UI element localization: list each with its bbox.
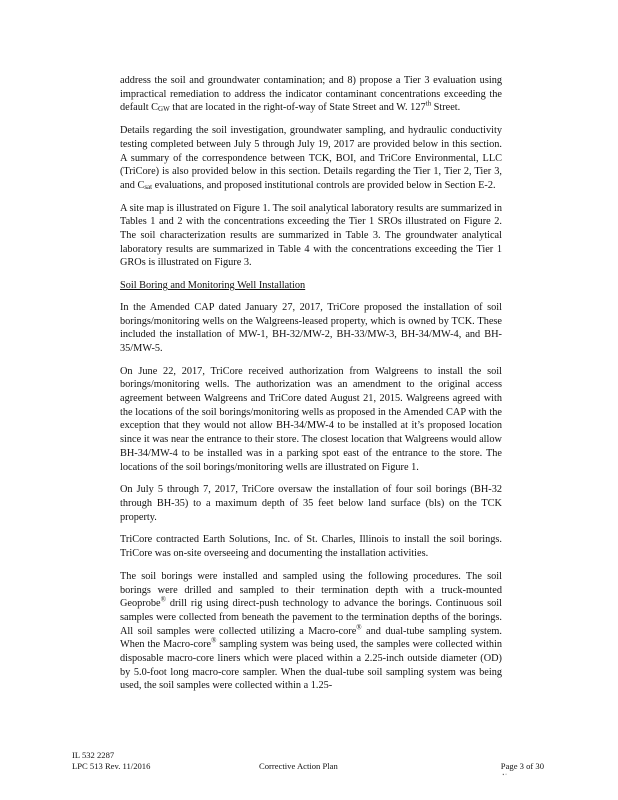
footer-form-ids — [72, 750, 150, 772]
paragraph-amended-cap: In the Amended CAP dated January 27, 2017, TriCore proposed the installation of soil borings/monitoring wells on the Walgreens-leased property, which is owned by TCK. These included the installation of MW-1, BH-32/MW-2, BH-33/MW-3, BH-34/MW-4, and BH-35/MW-5. — [120, 301, 502, 354]
paragraph-procedures: The soil borings were installed and sampled using the following procedures. The soil borings were drilled and sampled to their termination depth with a truck-mounted Geoprobe® drill rig using direct-push technology to advance the borings. Continuous soil samples were collected from beneath the pavement to the termination depths of the borings. All soil samples were collected utilizing a Macro-core® and dual-tube sampling system. When the Macro-core® sampling system was being used, the samples were collected within disposable macro-core liners which were placed within a 2.25-inch outside diameter (OD) by 5.0-foot long macro-core sampler. When the dual-tube soil sampling system was being used, the soil samples were collected within a 1.25- — [120, 570, 503, 692]
paragraph-authorization: On June 22, 2017, TriCore received authorization from Walgreens to install the soil borings/monitoring wells. The authorization was an amendment to the original access agreement between Walgreens and TriCore dated August 21, 2015. Walgreens agreed with the locations of the soil borings/monitoring wells as proposed in the Amended CAP with the exception that they would not allow BH-34/MW-4 to be installed at it’s proposed location since it was near the entrance to their store. The closest location that Walgreens would allow BH-34/MW-4 to be installed was in a parking spot east of the entrance to the store. The locations of the soil borings/monitoring wells are illustrated on Figure 1. — [120, 365, 502, 473]
paragraph-site-map: A site map is illustrated on Figure 1. The soil analytical laboratory results are summarized in Tables 1 and 2 with the concentrations exceeding the Tier 1 SROs illustrated on Figure 2. The soil characterization results are summarized in Table 3. The groundwater analytical laboratory results are summarized in Table 4 with the concentrations exceeding the Tier 1 GROs is illustrated on Figure 3. — [120, 202, 502, 269]
footer-scan-mark: ▪▫ — [502, 773, 508, 778]
footer-document-title: Corrective Action Plan — [259, 761, 338, 771]
body-text — [120, 74, 502, 702]
paragraph-contractor: TriCore contracted Earth Solutions, Inc. of St. Charles, Illinois to install the soil borings. TriCore was on-site overseeing and documenting the installation activities. — [120, 534, 502, 560]
section-heading: Soil Boring and Monitoring Well Installation — [120, 280, 306, 292]
paragraph-scope-summary: address the soil and groundwater contamination; and 8) propose a Tier 3 evaluation using impractical remediation to address the indicator contaminant concentrations exceeding the default $C_{GW}$ that are located in the right-of-way of State Street and W. 127th Street. — [120, 75, 502, 114]
page-footer — [72, 750, 544, 780]
footer-form-revision: LPC 513 Rev. 11/2016 — [72, 761, 151, 771]
paragraph-installation: On July 5 through 7, 2017, TriCore oversaw the installation of four soil borings (BH-32 through BH-35) to a maximum depth of 35 feet below land surface (bls) on the TCK property. — [120, 484, 502, 523]
footer-il-number: IL 532 2287 — [72, 750, 115, 760]
footer-page-number: Page 3 of 30 — [500, 761, 544, 771]
paragraph-details: Details regarding the soil investigation, groundwater sampling, and hydraulic conductivity testing completed between July 5 through July 19, 2017 are provided below in this section. A summary of the correspondence between TCK, BOI, and TriCore Environmental, LLC (TriCore) is also provided below in this section. Details regarding the Tier 1, Tier 2, Tier 3, and $C_{sat}$ evaluations, and proposed institutional controls are provided below in Section E-2. — [120, 125, 502, 191]
